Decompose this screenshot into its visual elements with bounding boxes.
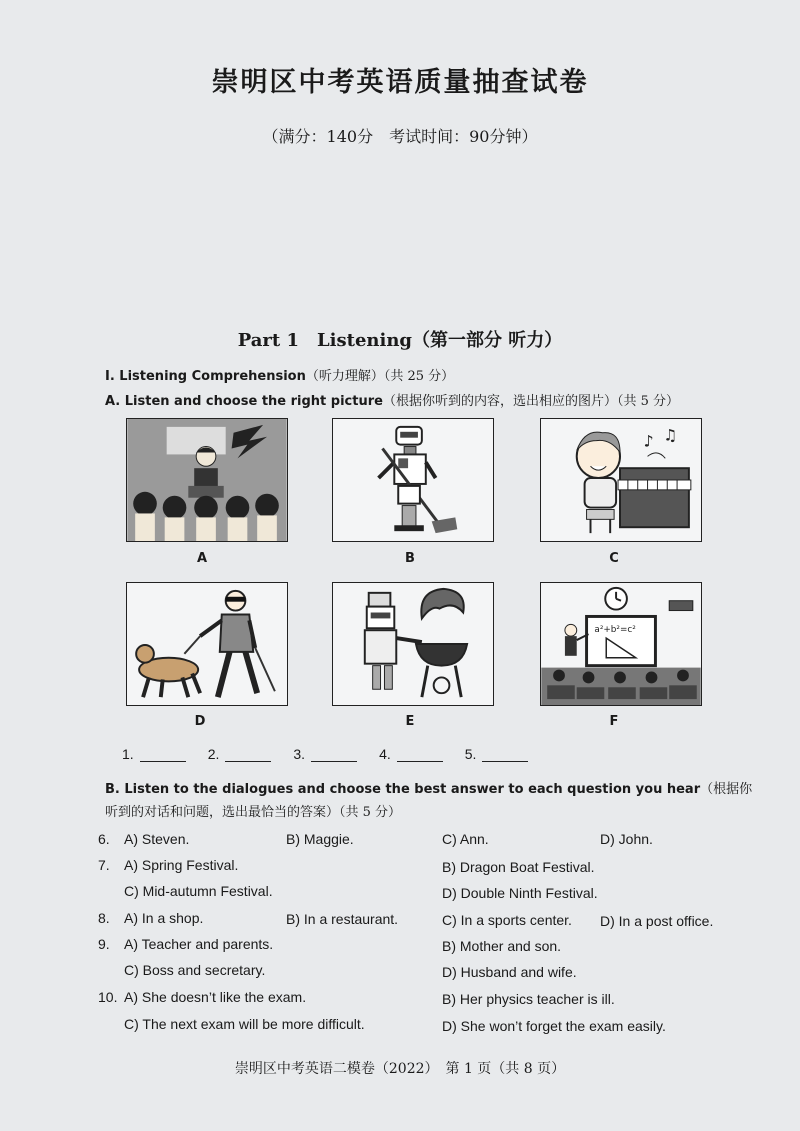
svg-text:♪: ♪: [643, 431, 654, 451]
boy-playing-piano-icon: [540, 418, 702, 542]
option-10a[interactable]: A) She doesn’t like the exam.: [124, 989, 307, 1005]
question-number: 8.: [98, 910, 110, 926]
section-b-cn: （根据你听到的对话和问题，选出最恰当的答案）（共 5 分）: [105, 782, 753, 820]
svg-text:♫: ♫: [663, 425, 678, 445]
answer-blank-3[interactable]: 3.: [293, 746, 357, 762]
exam-info: （满分：140分 考试时间：90分钟）: [262, 127, 538, 146]
option-10c[interactable]: C) The next exam will be more difficult.: [124, 1016, 365, 1032]
section-i-heading: [105, 365, 454, 384]
option-7b[interactable]: B) Dragon Boat Festival.: [442, 859, 595, 875]
teacher-speaking-to-students-icon: [126, 418, 288, 542]
option-9d[interactable]: D) Husband and wife.: [442, 964, 577, 980]
option-6a[interactable]: A) Steven.: [124, 831, 190, 847]
section-i-cn: （听力理解）（共 25 分）: [305, 369, 455, 384]
option-7c[interactable]: C) Mid-autumn Festival.: [124, 883, 273, 899]
option-6b[interactable]: B) Maggie.: [286, 831, 354, 847]
section-b-en: B. Listen to the dialogues and choose the best answer to each question you hear: [105, 782, 701, 797]
section-a-heading: [105, 390, 679, 409]
picture-label-d: D: [194, 714, 206, 729]
picture-label-f: F: [609, 714, 619, 729]
page-footer: 崇明区中考英语二模卷（2022） 第 1 页（共 8 页）: [234, 1061, 566, 1077]
section-a-en: A. Listen and choose the right picture: [105, 394, 383, 409]
option-7a[interactable]: A) Spring Festival.: [124, 857, 239, 873]
question-number: 9.: [98, 936, 110, 952]
option-6d[interactable]: D) John.: [600, 831, 653, 847]
robot-cooking-bbq-icon: [332, 582, 494, 706]
answer-blank-1[interactable]: 1.: [122, 746, 186, 762]
picture-label-e: E: [405, 714, 415, 729]
picture-label-a: A: [196, 551, 208, 566]
picture-label-c: C: [609, 551, 619, 566]
classroom-math-lesson-icon: [540, 582, 702, 706]
option-9b[interactable]: B) Mother and son.: [442, 938, 562, 954]
picture-label-b: B: [405, 551, 415, 566]
option-9a[interactable]: A) Teacher and parents.: [124, 936, 274, 952]
section-a-cn: （根据你听到的内容，选出相应的图片）（共 5 分）: [382, 394, 680, 409]
answer-blank-4[interactable]: 4.: [379, 746, 443, 762]
part-title: Part 1 Listening（第一部分 听力）: [237, 330, 563, 351]
option-8c[interactable]: C) In a sports center.: [442, 912, 572, 928]
answer-blank-2[interactable]: 2.: [208, 746, 272, 762]
section-b-heading: [105, 778, 760, 824]
robot-sweeping-icon: [332, 418, 494, 542]
option-6c[interactable]: C) Ann.: [442, 831, 489, 847]
option-9c[interactable]: C) Boss and secretary.: [124, 962, 266, 978]
answer-blanks: [122, 746, 528, 762]
option-10b[interactable]: B) Her physics teacher is ill.: [442, 991, 615, 1007]
svg-text:a²+b²=c²: a²+b²=c²: [594, 625, 636, 636]
question-number: 7.: [98, 857, 110, 873]
answer-blank-5[interactable]: 5.: [465, 746, 529, 762]
question-number: 10.: [98, 989, 118, 1005]
option-10d[interactable]: D) She won’t forget the exam easily.: [442, 1018, 666, 1034]
section-i-en: I. Listening Comprehension: [105, 369, 306, 384]
option-8d[interactable]: D) In a post office.: [600, 913, 714, 929]
question-number: 6.: [98, 831, 110, 847]
blind-man-with-guide-dog-icon: [126, 582, 288, 706]
page-title: 崇明区中考英语质量抽查试卷: [211, 67, 589, 98]
option-8b[interactable]: B) In a restaurant.: [286, 911, 399, 927]
option-7d[interactable]: D) Double Ninth Festival.: [442, 885, 598, 901]
option-8a[interactable]: A) In a shop.: [124, 910, 204, 926]
